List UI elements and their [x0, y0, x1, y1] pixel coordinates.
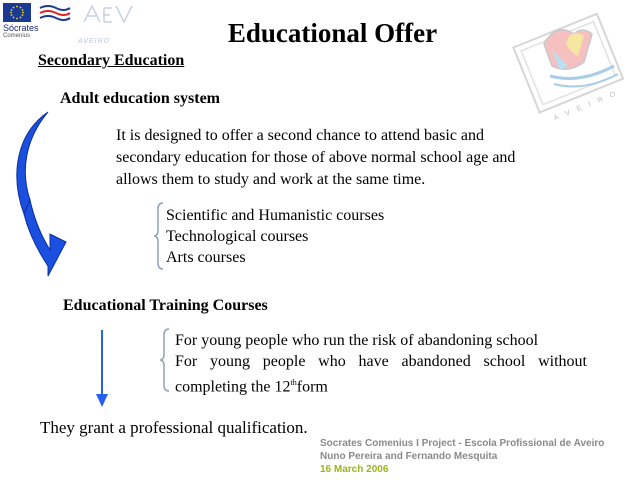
slide-footer — [320, 437, 604, 476]
section-heading: Secondary Education — [38, 52, 185, 69]
course-item-technological: Technological courses — [166, 228, 309, 245]
qualification-statement: They grant a professional qualification. — [40, 418, 308, 437]
adult-education-heading: Adult education system — [60, 90, 221, 107]
course-item-scientific-humanistic: Scientific and Humanistic courses — [166, 207, 385, 224]
adult-education-description: It is designed to offer a second chance to attend basic and secondary education for those of above normal school age and allows them to study and work at the same time. — [116, 127, 516, 188]
footer-project-line: Socrates Comenius I Project - Escola Profissional de Aveiro — [320, 438, 605, 449]
course-item-arts: Arts courses — [166, 249, 246, 266]
down-arrow-icon — [95, 330, 109, 408]
training-item-abandoned-line2 — [175, 372, 587, 397]
socrates-logo-label: Sócrates — [3, 23, 39, 33]
comenius-logo-label: Comenius — [3, 33, 31, 39]
svg-text:A V E I R O: A V E I R O — [552, 90, 620, 123]
ordinal-suffix: th — [290, 378, 297, 387]
training-target-list — [175, 330, 587, 397]
curly-brace-icon — [153, 202, 165, 270]
training-item-abandoned-text-end: form — [296, 378, 328, 396]
training-item-abandoned-text: completing the 12 — [175, 378, 291, 396]
training-item-at-risk: For young people who run the risk of abandoning school — [175, 332, 539, 349]
slide-title: Educational Offer — [227, 18, 438, 48]
courses-list — [166, 205, 384, 268]
training-courses-heading: Educational Training Courses — [63, 297, 268, 314]
curved-arrow-icon — [8, 110, 68, 278]
training-item-abandoned-line1: For young people who have abandoned school without — [175, 353, 587, 370]
curly-brace-icon — [159, 328, 171, 392]
footer-date: 16 March 2006 — [320, 464, 389, 475]
aveiro-logo-label: AVEIRO — [78, 38, 111, 45]
footer-authors-line: Nuno Pereira and Fernando Mesquita — [320, 451, 498, 462]
